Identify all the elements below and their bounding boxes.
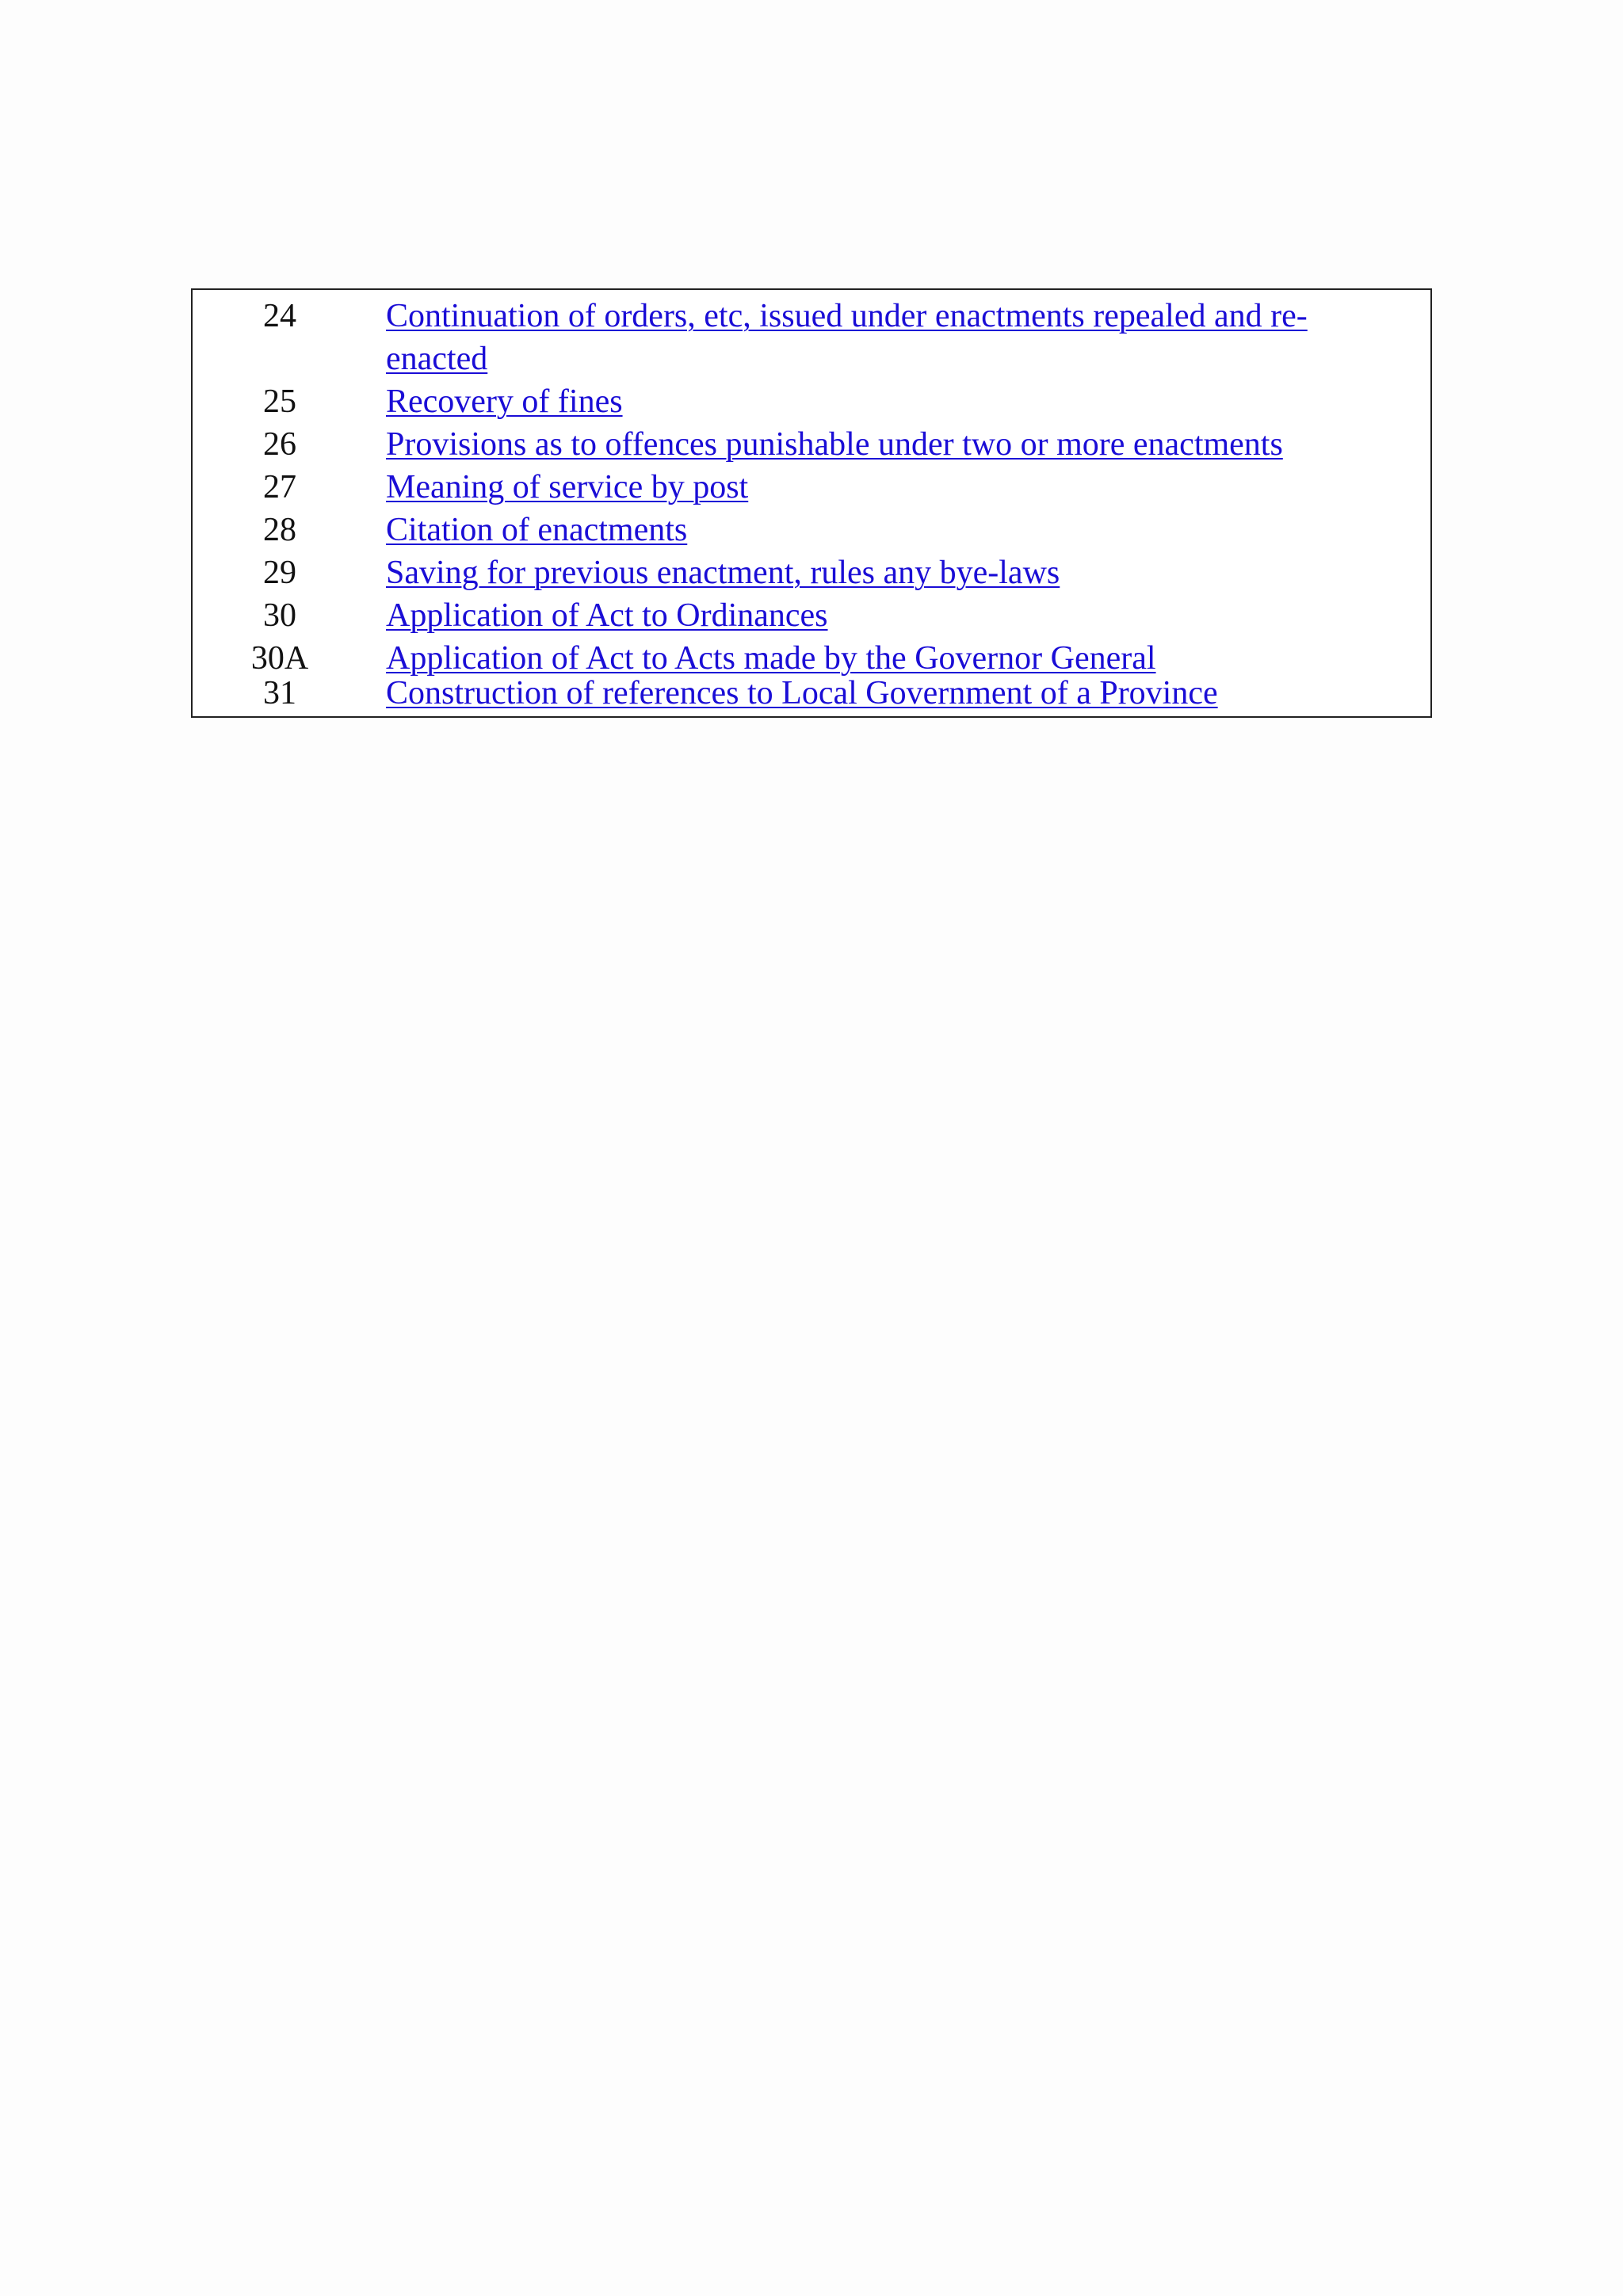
- toc-row-24: [193, 295, 1430, 338]
- section-link-service-by-post[interactable]: Meaning of service by post: [386, 469, 749, 505]
- section-number: 26: [263, 426, 296, 463]
- toc-row-25: [193, 380, 1430, 423]
- section-number: 24: [263, 298, 296, 334]
- section-link-citation-of-enactments[interactable]: Citation of enactments: [386, 512, 688, 548]
- section-link-local-government-references[interactable]: Construction of references to Local Government of a Province: [386, 675, 1218, 711]
- toc-row-27: [193, 466, 1430, 509]
- table-of-contents: [191, 288, 1432, 718]
- section-number: 29: [263, 555, 296, 591]
- section-number: 30A: [250, 640, 309, 677]
- section-link-application-to-ordinances[interactable]: Application of Act to Ordinances: [386, 597, 828, 634]
- section-number: 28: [263, 512, 296, 548]
- toc-row-30: [193, 594, 1430, 637]
- toc-row-31: [193, 672, 1430, 715]
- section-number: 25: [263, 383, 296, 420]
- section-link-recovery-of-fines[interactable]: Recovery of fines: [386, 383, 623, 420]
- section-link-saving-for-previous-enactment[interactable]: Saving for previous enactment, rules any bye-laws: [386, 555, 1060, 591]
- section-link-offences-punishable[interactable]: Provisions as to offences punishable under two or more enactments: [386, 426, 1283, 463]
- toc-row-28: [193, 509, 1430, 551]
- toc-row-26: [193, 423, 1430, 466]
- toc-row-24-continued: [193, 338, 1430, 380]
- toc-row-29: [193, 551, 1430, 594]
- section-link-application-to-governor-general-acts[interactable]: Application of Act to Acts made by the Governor General: [386, 640, 1156, 677]
- section-number: 31: [263, 675, 296, 711]
- section-link-continuation-of-orders[interactable]: Continuation of orders, etc, issued under enactments repealed and re-: [386, 298, 1308, 334]
- section-link-continuation-of-orders-line2[interactable]: enacted: [386, 341, 488, 377]
- section-number: 27: [263, 469, 296, 505]
- section-number: 30: [263, 597, 296, 634]
